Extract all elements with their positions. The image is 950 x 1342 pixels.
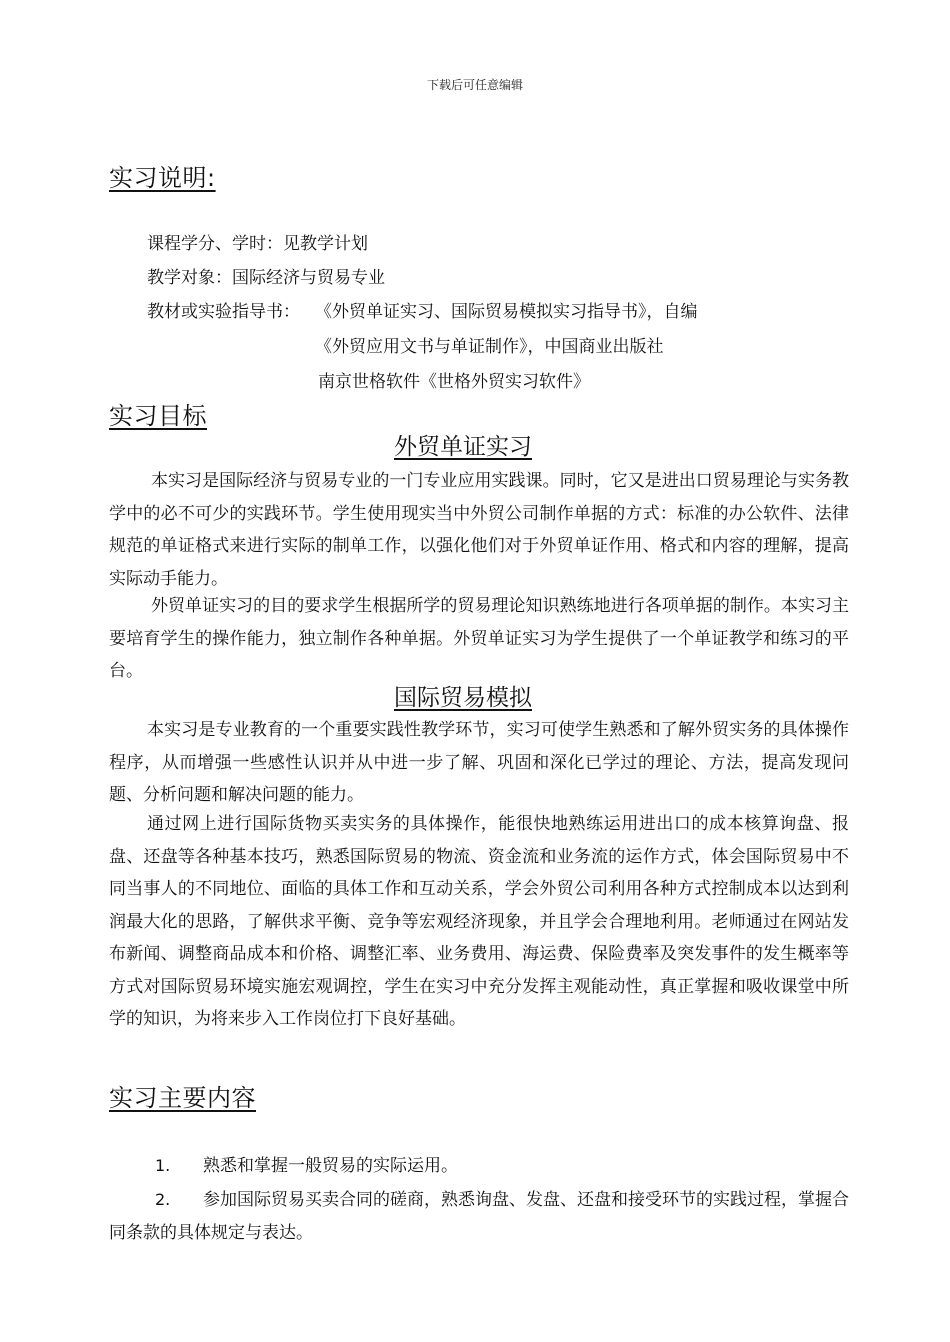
trade-simulation-paragraph-1: 本实习是专业教育的一个重要实践性教学环节，实习可使学生熟悉和了解外贸实务的具体操作程序，从而增强一些感性认识并从中进一步了解、巩固和深化已学过的理论、方法，提高发现问题、分析问题和解决问题的能力。 bbox=[109, 720, 849, 805]
materials-item-3: 南京世格软件《世格外贸实习软件》 bbox=[318, 372, 590, 392]
list-text: 参加国际贸易买卖合同的磋商，熟悉询盘、发盘、还盘和接受环节的实践过程，掌握合同条款的具体规定与表达。 bbox=[109, 1190, 849, 1243]
credits-line: 课程学分、学时：见教学计划 bbox=[147, 234, 368, 254]
materials-item-1: 《外贸单证实习、国际贸易模拟实习指导书》，自编 bbox=[315, 302, 698, 322]
heading-objectives: 实习目标 bbox=[109, 402, 207, 430]
list-text: 熟悉和掌握一般贸易的实际运用。 bbox=[203, 1156, 458, 1176]
list-number: 2. bbox=[155, 1190, 171, 1209]
trade-documents-paragraph-1: 本实习是国际经济与贸易专业的一门专业应用实践课。同时，它又是进出口贸易理论与实务教学中的必不可少的实践环节。学生使用现实当中外贸公司制作单据的方式：标准的办公软件、法律规范的单证格式来进行实际的制单工作，以强化他们对于外贸单证作用、格式和内容的理解，提高实际动手能力。 bbox=[109, 471, 849, 589]
audience-line: 教学对象：国际经济与贸易专业 bbox=[147, 268, 385, 288]
materials-item-2: 《外贸应用文书与单证制作》，中国商业出版社 bbox=[315, 337, 664, 357]
content-list-item bbox=[109, 1149, 849, 1183]
materials-label: 教材或实验指导书： bbox=[147, 302, 300, 322]
subheading-trade-simulation: 国际贸易模拟 bbox=[394, 685, 532, 711]
heading-explanation: 实习说明: bbox=[109, 164, 216, 192]
header-note: 下载后可任意编辑 bbox=[426, 78, 523, 92]
heading-main-content: 实习主要内容 bbox=[109, 1084, 256, 1112]
trade-documents-paragraph-2: 外贸单证实习的目的要求学生根据所学的贸易理论知识熟练地进行各项单据的制作。本实习主要培育学生的操作能力，独立制作各种单据。外贸单证实习为学生提供了一个单证教学和练习的平台。 bbox=[109, 596, 849, 681]
list-number: 1. bbox=[155, 1156, 171, 1175]
content-list-item bbox=[109, 1183, 849, 1250]
trade-simulation-paragraph-2: 通过网上进行国际货物买卖实务的具体操作，能很快地熟练运用进出口的成本核算询盘、报盘、还盘等各种基本技巧，熟悉国际贸易的物流、资金流和业务流的运作方式，体会国际贸易中不同当事人的不同地位、面临的具体工作和互动关系，学会外贸公司利用各种方式控制成本以达到利润最大化的思路，了解供求平衡、竞争等宏观经济现象，并且学会合理地利用。老师通过在网站发布新闻、调整商品成本和价格、调整汇率、业务费用、海运费、保险费率及突发事件的发生概率等方式对国际贸易环境实施宏观调控，学生在实习中充分发挥主观能动性，真正掌握和吸收课堂中所学的知识，为将来步入工作岗位打下良好基础。 bbox=[109, 814, 849, 1029]
subheading-trade-documents: 外贸单证实习 bbox=[394, 434, 532, 460]
